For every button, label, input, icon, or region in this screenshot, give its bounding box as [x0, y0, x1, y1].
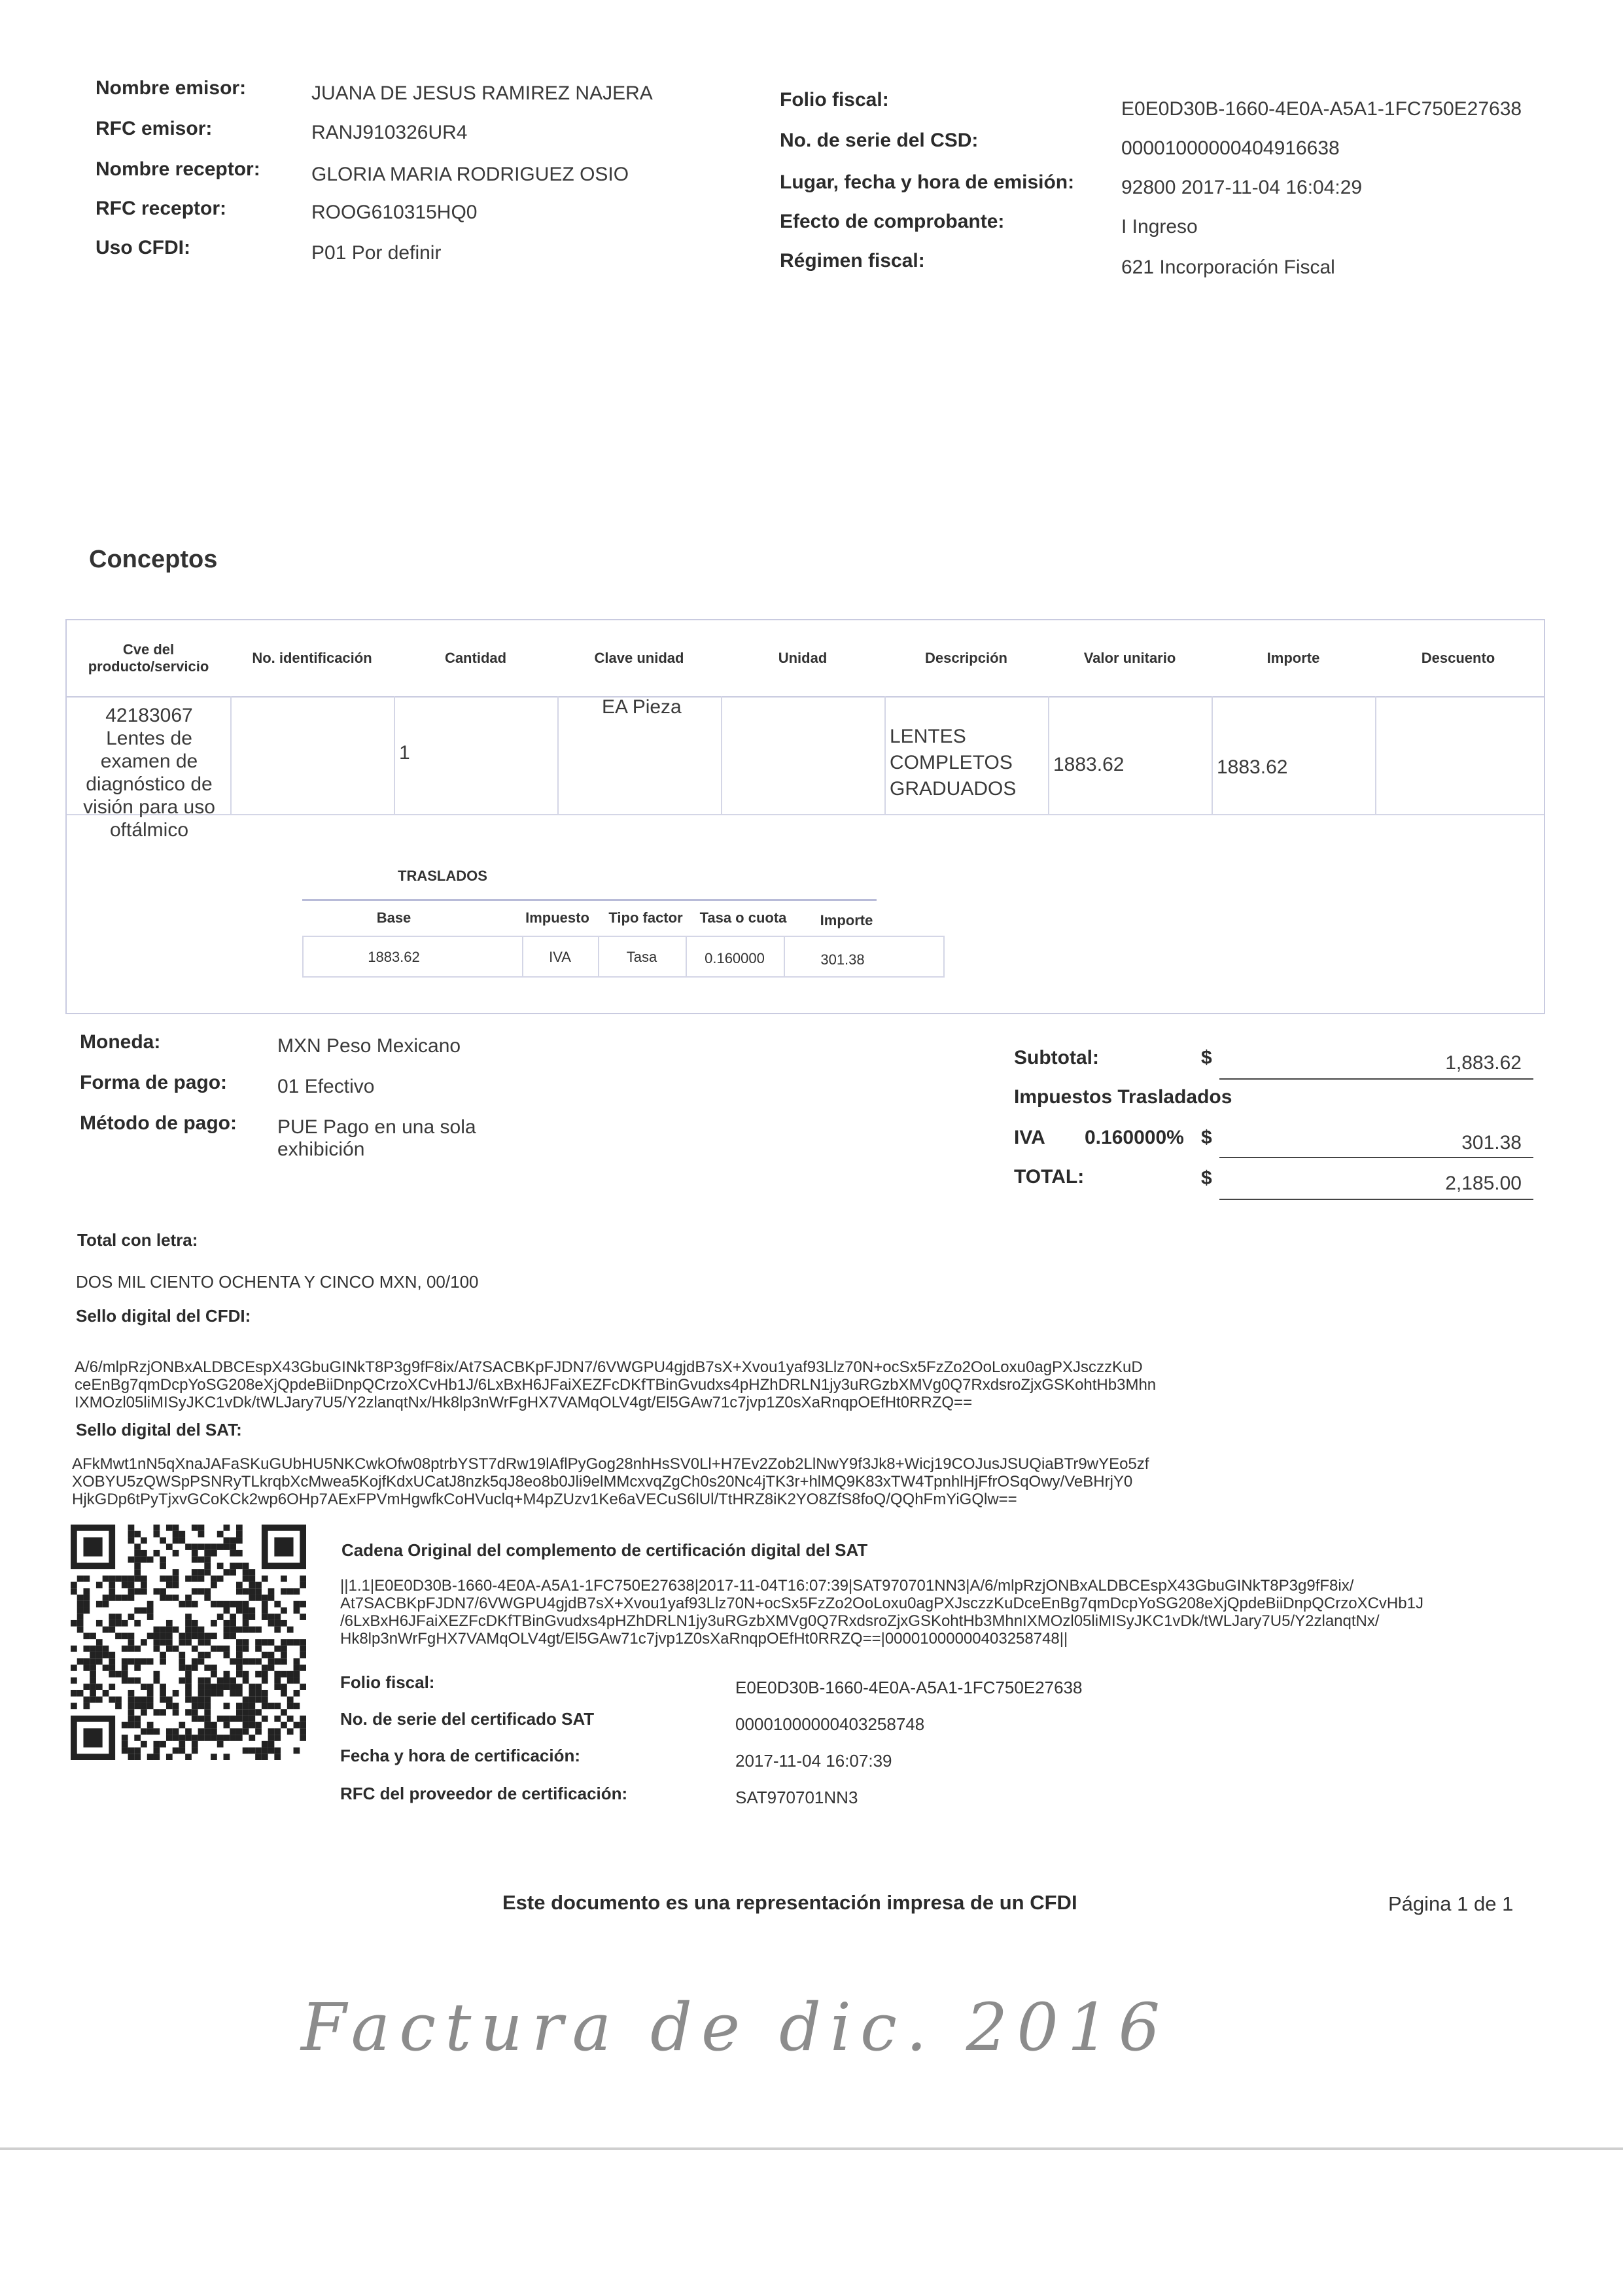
total-letra-value: DOS MIL CIENTO OCHENTA Y CINCO MXN, 00/100 — [76, 1272, 479, 1292]
metodo-pago-label: Método de pago: — [80, 1112, 237, 1134]
traslados-impuesto: IVA — [549, 949, 571, 965]
rfc-receptor-value: ROOG610315HQ0 — [311, 202, 478, 223]
cert-fecha-label: Fecha y hora de certificación: — [340, 1746, 581, 1765]
header-clave-unidad: Clave unidad — [594, 650, 684, 666]
row-descripcion: LENTES COMPLETOS GRADUADOS — [890, 726, 1017, 800]
scan-edge-line — [0, 2147, 1623, 2150]
nombre-emisor-label: Nombre emisor: — [96, 77, 247, 99]
regimen-label: Régimen fiscal: — [780, 250, 925, 272]
iva-rate: 0.160000% — [1085, 1127, 1184, 1148]
cert-folio-value: E0E0D30B-1660-4E0A-A5A1-1FC750E27638 — [735, 1678, 1083, 1697]
traslados-header-importe: Importe — [820, 912, 873, 928]
page-number: Página 1 de 1 — [1388, 1892, 1514, 1915]
cert-rfc-value: SAT970701NN3 — [735, 1788, 858, 1807]
efecto-value: I Ingreso — [1121, 216, 1198, 238]
row-cantidad: 1 — [399, 742, 410, 764]
sello-cfdi-line: IXMOzl05liMISyJKC1vDk/tWLJary7U5/Y2zlanqtNx/Hk8lp3nWrFgHX7VAMqOLV4gt/El5GAw71c7jvp1Z0sXaRnqpOEfHt0RRZQ== — [75, 1394, 973, 1411]
cert-rfc-label: RFC del proveedor de certificación: — [340, 1784, 628, 1803]
header-unidad: Unidad — [778, 650, 828, 666]
nombre-receptor-value: GLORIA MARIA RODRIGUEZ OSIO — [311, 164, 629, 185]
total-letra-label: Total con letra: — [77, 1230, 198, 1250]
nombre-receptor-label: Nombre receptor: — [96, 158, 260, 180]
folio-fiscal-label: Folio fiscal: — [780, 89, 889, 111]
handwritten-note: Factura de dic. 2016 — [301, 1989, 1170, 2066]
subtotal-label: Subtotal: — [1014, 1047, 1099, 1069]
sello-sat-value — [72, 1455, 1544, 1508]
cadena-value — [340, 1577, 1557, 1648]
uso-cfdi-value: P01 Por definir — [311, 242, 442, 264]
cadena-line: Hk8lp3nWrFgHX7VAMqOLV4gt/El5GAw71c7jvp1Z0sXaRnqpOEfHt0RRZQ==|00001000000403258748|| — [340, 1630, 1068, 1648]
qr-code — [71, 1525, 306, 1760]
moneda-label: Moneda: — [80, 1031, 161, 1053]
uso-cfdi-label: Uso CFDI: — [96, 237, 190, 258]
sello-sat-label: Sello digital del SAT: — [76, 1420, 242, 1439]
sello-sat-line: HjkGDp6tPyTjxvGCoKCk2wp6OHp7AExFPVmHgwfkCoHVuclq+M4pZUzv1Ke6aVECuS6lUl/TtHRZ8iK2YO8ZfS8foQ/QQhFmYiGQlw== — [72, 1491, 1017, 1508]
footer-note: Este documento es una representación impresa de un CFDI — [502, 1891, 1077, 1914]
folio-fiscal-value: E0E0D30B-1660-4E0A-A5A1-1FC750E27638 — [1121, 98, 1522, 120]
sello-sat-line: XOBYU5zQWSpPSNRyTLkrqbXcMwea5KojfKdxUCatJ8nzk5qJ8eo8b0Jli9elMMcxvqZgCh0s20Nc4jTK3r+hlMQ9K83xTW4TpnhlHjFfrOSqOwy/VeBHrjY0 — [72, 1473, 1133, 1491]
header-descripcion: Descripción — [925, 650, 1007, 666]
rfc-emisor-value: RANJ910326UR4 — [311, 122, 468, 143]
conceptos-title: Conceptos — [89, 546, 218, 573]
conceptos-table-header — [67, 620, 1544, 698]
sello-cfdi-label: Sello digital del CFDI: — [76, 1306, 251, 1326]
rfc-emisor-label: RFC emisor: — [96, 118, 213, 139]
lugar-fecha-value: 92800 2017-11-04 16:04:29 — [1121, 177, 1363, 198]
cadena-line: /6LxBxH6JFaiXEZFcDKfTBinGvudxs4pHZhDRLN1jy3uRGzbXMVg0Q7RxdsroZjxGSKohtHb3MhnIXMOzl05liMISyJKC1vDk/tWLJary7U5/Y2zlanqtNx/ — [340, 1612, 1380, 1630]
traslados-header-base: Base — [376, 910, 411, 926]
sello-cfdi-line: ceEnBg7qmDcpYoSG208eXjQpdeBiiDnpQCrzoXCvHb1J/6LxBxH6JFaiXEZFcDKfTBinGvudxs4pHZhDRLN1jy3uRGzbXMVg0Q7RxdsroZjxGSKohtHb3Mhn — [75, 1376, 1157, 1394]
total-label: TOTAL: — [1014, 1166, 1085, 1188]
row-cve: 42183067 Lentes de examen de diagnóstico de visión para uso oftálmico — [83, 705, 215, 841]
lugar-fecha-label: Lugar, fecha y hora de emisión: — [780, 171, 1075, 193]
traslados-importe: 301.38 — [820, 951, 865, 968]
rfc-receptor-label: RFC receptor: — [96, 198, 227, 219]
traslados-header-tipo: Tipo factor — [608, 910, 683, 926]
cert-serie-value: 00001000000403258748 — [735, 1714, 925, 1734]
sello-sat-line: AFkMwt1nN5qXnaJAFaSKuGUbHU5NKCwkOfw08ptrbYST7dRw19lAflPyGog28nhHsSV0Ll+H7Ev2Zob2LlNwY9f3Jk8+Wicj19COJusJSUQiaBTr9wYEo5zf — [72, 1455, 1149, 1473]
header-valor-unitario: Valor unitario — [1083, 650, 1176, 666]
forma-pago-label: Forma de pago: — [80, 1072, 228, 1093]
traslados-title: TRASLADOS — [398, 868, 487, 884]
cert-serie-label: No. de serie del certificado SAT — [340, 1709, 595, 1729]
iva-label: IVA — [1014, 1127, 1045, 1148]
header-cve: Cve del producto/servicio — [88, 641, 209, 675]
subtotal-value: 1,883.62 — [1445, 1052, 1522, 1074]
regimen-value: 621 Incorporación Fiscal — [1121, 256, 1335, 278]
subtotal-currency: $ — [1201, 1047, 1212, 1069]
sello-cfdi-line: A/6/mlpRzjONBxALDBCEspX43GbuGINkT8P3g9fF8ix/At7SACBKpFJDN7/6VWGPU4gjdB7sX+Xvou1yaf93Llz70N+ocSx5FzZo2OoLoxu0agPXJsczzKuD — [75, 1358, 1143, 1376]
serie-csd-value: 00001000000404916638 — [1121, 137, 1340, 159]
iva-value: 301.38 — [1461, 1132, 1522, 1154]
total-value: 2,185.00 — [1445, 1173, 1522, 1194]
cert-folio-label: Folio fiscal: — [340, 1672, 435, 1692]
efecto-label: Efecto de comprobante: — [780, 211, 1005, 232]
metodo-pago-value-1: PUE Pago en una sola — [277, 1116, 476, 1138]
row-importe: 1883.62 — [1217, 756, 1288, 778]
moneda-value: MXN Peso Mexicano — [277, 1035, 461, 1057]
header-importe: Importe — [1266, 650, 1320, 666]
header-no-ident: No. identificación — [252, 650, 372, 666]
cadena-title: Cadena Original del complemento de certificación digital del SAT — [341, 1540, 868, 1560]
cert-fecha-value: 2017-11-04 16:07:39 — [735, 1751, 892, 1771]
impuestos-trasladados-label: Impuestos Trasladados — [1014, 1086, 1232, 1108]
header-cantidad: Cantidad — [444, 650, 507, 666]
traslados-tasa: 0.160000 — [705, 950, 765, 966]
serie-csd-label: No. de serie del CSD: — [780, 130, 979, 151]
traslados-header-tasa: Tasa o cuota — [699, 910, 787, 926]
traslados-tipo: Tasa — [626, 949, 657, 965]
row-clave-unidad: EA Pieza — [602, 696, 682, 718]
traslados-header-impuesto: Impuesto — [525, 910, 589, 926]
iva-currency: $ — [1201, 1127, 1212, 1148]
cadena-line: ||1.1|E0E0D30B-1660-4E0A-A5A1-1FC750E27638|2017-11-04T16:07:39|SAT970701NN3|A/6/mlpRzjONBxALDBCEspX43GbuGINkT8P3g9fF8ix/ — [340, 1577, 1354, 1595]
row-valor-unitario: 1883.62 — [1053, 754, 1125, 775]
sello-cfdi-value — [75, 1358, 1546, 1411]
forma-pago-value: 01 Efectivo — [277, 1076, 375, 1097]
header-descuento: Descuento — [1421, 650, 1495, 666]
total-currency: $ — [1201, 1167, 1212, 1189]
traslados-table — [302, 899, 877, 975]
cadena-line: At7SACBKpFJDN7/6VWGPU4gjdB7sX+Xvou1yaf93Llz70N+ocSx5FzZo2OoLoxu0agPXJsczzKuDceEnBg7qmDcpYoSG208eXjQpdeBiiDnpQCrzoXCvHb1J — [340, 1595, 1423, 1612]
traslados-base: 1883.62 — [368, 949, 420, 965]
nombre-emisor-value: JUANA DE JESUS RAMIREZ NAJERA — [311, 82, 653, 104]
metodo-pago-value-2: exhibición — [277, 1139, 365, 1160]
